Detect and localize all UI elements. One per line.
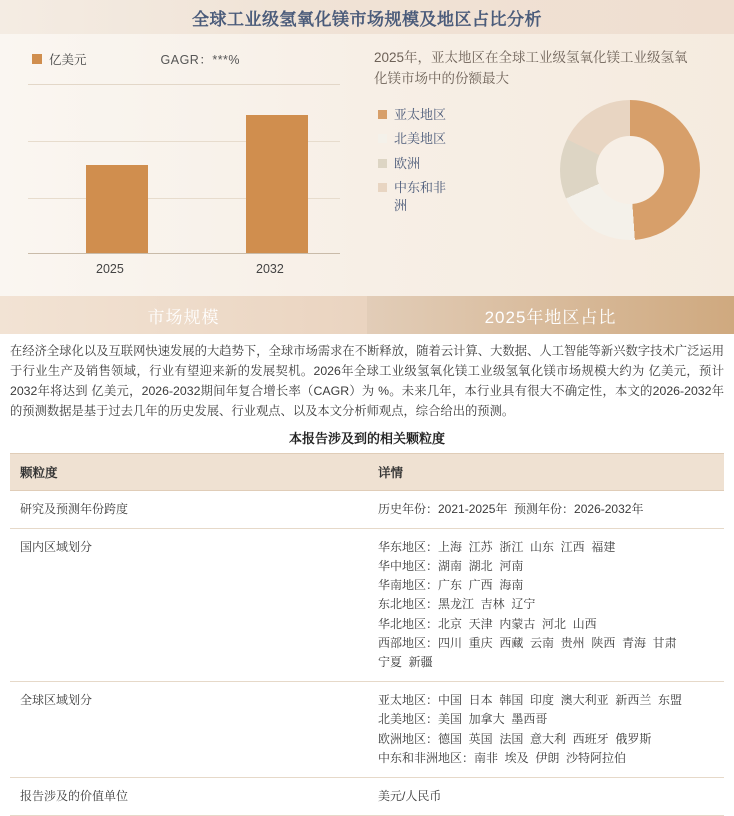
row-details [368,490,724,528]
granularity-table [10,453,724,816]
pie-chart-legend [378,106,458,222]
legend-item-north-america [378,130,458,148]
bar-plot-area [28,84,340,254]
band-market-size: 市场规模 [0,296,367,334]
cagr-annotation: GAGR：***% [160,53,241,67]
detail-line: 宁夏 新疆 [378,654,433,669]
detail-line: 历史年份：2021-2025年 预测年份：2026-2032年 [378,501,644,516]
detail-line: 美元/人民币 [378,788,442,803]
legend-label: 北美地区 [394,131,447,147]
detail-line: 欧洲地区：德国 英国 法国 意大利 西班牙 俄罗斯 [378,731,652,746]
bar-2032 [246,115,308,253]
legend-swatch-icon [378,134,387,143]
detail-line: 华东地区：上海 江苏 浙江 山东 江西 福建 [378,539,616,554]
detail-line: 东北地区：黑龙江 吉林 辽宁 [378,597,536,612]
detail-line: 北美地区：美国 加拿大 墨西哥 [378,712,548,727]
row-label: 全球区域划分 [10,682,368,778]
row-details [368,528,724,681]
legend-swatch-icon [378,183,387,192]
section-bands [0,296,734,334]
table-header-row [10,453,724,490]
detail-line: 华北地区：北京 天津 内蒙古 河北 山西 [378,616,597,631]
legend-swatch-icon [378,110,387,119]
page-title: 全球工业级氢氧化镁市场规模及地区占比分析 [192,9,542,29]
detail-line: 西部地区：四川 重庆 西藏 云南 贵州 陕西 青海 甘肃 [378,635,677,650]
x-tick-2025: 2025 [96,262,124,276]
column-header-details: 详情 [368,453,724,490]
bar-chart-legend [14,44,350,68]
table-row [10,682,724,778]
detail-line: 华中地区：湖南 湖北 河南 [378,559,524,573]
row-label: 报告涉及的价值单位 [10,777,368,815]
column-header-granularity: 颗粒度 [10,453,368,490]
bar-2025 [86,165,148,253]
legend-label: 中东和非洲 [394,180,447,214]
legend-label: 欧洲 [394,155,421,171]
band-region-share: 2025年地区占比 [367,296,734,334]
legend-swatch-icon [378,159,387,168]
charts-section [0,34,734,296]
legend-item-asia-pacific [378,106,458,124]
detail-line: 亚太地区：中国 日本 韩国 印度 澳大利亚 新西兰 东盟 [378,693,683,708]
detail-line: 华南地区：广东 广西 海南 [378,578,524,593]
pie-chart-title: 2025年，亚太地区在全球工业级氢氧化镁工业级氢氧化镁市场中的份额最大 [374,50,688,86]
row-details [368,682,724,778]
detail-line: 中东和非洲地区：南非 埃及 伊朗 沙特阿拉伯 [378,750,627,765]
row-label: 研究及预测年份跨度 [10,490,368,528]
legend-item-europe [378,155,458,173]
bar-chart [0,34,364,296]
pie-chart [364,34,734,296]
table-row [10,528,724,681]
summary-paragraph: 在经济全球化以及互联网快速发展的大趋势下，全球市场需求在不断释放，随着云计算、大数据、人工智能等新兴数字技术广泛运用于行业生产及销售领域，行业有望迎来新的发展契机。2026年全球工业级氢氧化镁工业级氢氧化镁市场规模大约为 亿美元，预计2032年将达到 亿美元，2026-2032期间年复合增长率（CAGR）为 %。未来几年，本行业具有很大不确定性，本文的2026-2032年的预测数据是基于过去几年的历史发展、行业观点、以及本文分析师观点，综合给出的预测。 [10,344,724,418]
legend-label: 亚太地区 [394,106,447,122]
row-label: 国内区域划分 [10,528,368,681]
legend-swatch-icon [32,54,42,64]
page-header [0,0,734,34]
bar-x-axis [28,262,340,280]
table-row [10,490,724,528]
pie-chart-area [370,100,724,270]
donut-graphic [560,100,700,240]
table-caption: 本报告涉及到的相关颗粒度 [288,430,445,446]
legend-item-mea [378,179,458,214]
x-tick-2032: 2032 [256,262,284,276]
bar-series-label: 亿美元 [49,53,87,67]
